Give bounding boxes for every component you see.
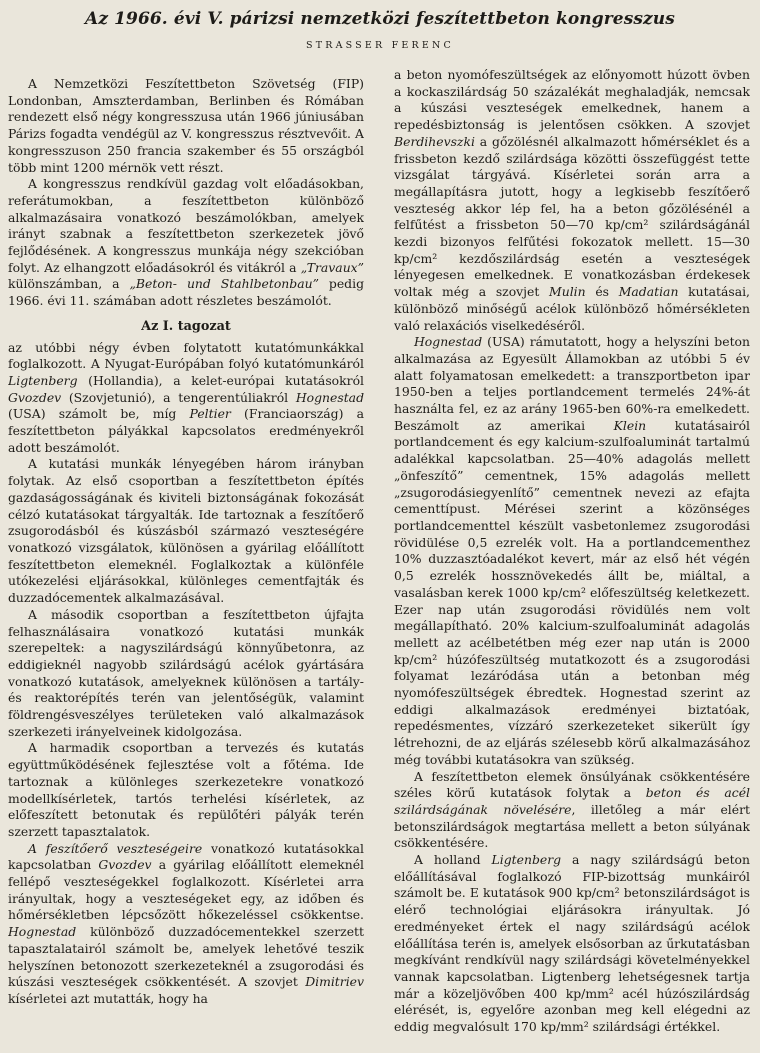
paragraph: a beton nyomófeszültségek az előnyomott húzott övben a kockaszilárdság 50 százalékát meghaladják, nemcsak a kúszási veszteségek emelkednek, hanem a repedésbiztonság is jelentősen csökken. A szovjet Berdihevszki a gőzölésnél alkalmazott hőmérséklet és a frissbeton kezdő szilárdsága közötti összefüggést tette vizsgálat tárgyává. Kísérletei során arra a megállapításra jutott, hogy a legkisebb feszítőerő veszteség akkor lép fel, ha a beton gőzölésénél a felfűtést a frissbeton 50—70 kp/cm² szilárdságánál kezdi bizonyos felfűtési fokozatok mellett. 15—30 kp/cm² kezdőszilárdság esetén a veszteségek lényegesen emelkednek. E vonatkozásban érdekesek voltak még a szovjet Mulin és Madatian kutatásai, különböző minőségű acélok különböző hőmérsékleten való relaxációs viselkedéséről. xyxy=(394,67,750,333)
left-column xyxy=(8,76,364,1048)
paragraph: A kutatási munkák lényegében három irányban folytak. Az első csoportban a feszítettbeton építés gazdaságosságának és kiviteli biztonságának fokozását célzó kutatásokat tárgyalták. Ide tartoznak a feszítőerő zsugorodásból és kúszásból származó veszteségére vonatkozó vizsgálatok, különösen a gyárilag előállított feszítettbeton elemeknél. Foglalkoztak a különféle utókezelési eljárásokkal, különleges cementfajták és duzzadócementek alkalmazásával. xyxy=(8,456,364,606)
paragraph: A feszítettbeton elemek önsúlyának csökkentésére széles körű kutatások folytak a beton és acél szilárdságának növelésére, illetőleg a már elért betonszilárdságok megtartása mellett a beton súlyának csökkentésére. xyxy=(394,768,750,851)
paragraph: A kongresszus rendkívül gazdag volt előadásokban, referátumokban, a feszítettbeton különböző alkalmazásaira vonatkozó beszámolókban, amelyek irányt szabnak a feszítettbeton szerkezetek jövő fejlődésének. A kongresszus munkája négy szekcióban folyt. Az elhangzott előadásokról és vitákról a „Travaux” különszámban, a „Beton- und Stahlbetonbau” pedig 1966. évi 11. számában adott részletes beszámolót. xyxy=(8,176,364,309)
article-author: STRASSER FERENC xyxy=(305,40,454,51)
paragraph: A második csoportban a feszítettbeton újfajta felhasználásaira vonatkozó kutatási munkák szerepeltek: a nagyszilárdságú könnyűbetonra, az eddigieknél nagyobb szilárdságú acélok gyártására vonatkozó kutatások, amelyeknek különösen a tartály- és reaktorépítés terén van jelentőségük, valamint földrengésveszélyes területeken való alkalmazások szerkezeti irányelveinek kidolgozása. xyxy=(8,606,364,739)
section-heading: Az I. tagozat xyxy=(141,318,231,334)
paragraph: Hognestad (USA) rámutatott, hogy a helyszíni beton alkalmazása az Egyesült Államokban az utóbbi 5 év alatt folyamatosan emelkedett: a transzportbeton ipar 1950-ben a teljes portlandcement termelés 24%-át használta fel, ez az arány 1965-ben 60%-ra emelkedett. Beszámolt az amerikai Klein kutatásairól portlandcement és egy kalcium-szulfoaluminát tartalmú adalékkal kapcsolatban. 25—40% adagolás mellett „önfeszítő” cementnek, 15% adagolás mellett „zsugorodásiegyenlítő” cementnek nevezi az efajta cementtípust. Mérései szerint a közönséges portlandcementtel készült vasbetonlemez zsugorodási rövidülése 0,5 ezrelék volt. Ha a portlandcementhez 10% duzzasztóadalékot kevert, már az első hét végén 0,5 ezrelék hossznövekedés állt be, miáltal, a vasalásban kerek 1000 kp/cm² előfeszültség keletkezett. Ezer nap után zsugorodási rövidülés nem volt megállapítható. 20% kalcium-szulfoaluminát adagolás mellett az acélbetétben még ezer nap után is 2000 kp/cm² húzófeszültség mutatkozott és a zsugorodási folyamat lezáródása után a betonban még nyomófeszültségek ébredtek. Hognestad szerint az eddigi alkalmazások eredményei biztatóak, repedésmentes, vízzáró szerkezeteket sikerült így létrehozni, de az eljárás szélesebb körű alkalmazásához még további kutatásokra van szükség. xyxy=(394,334,750,767)
paragraph: A harmadik csoportban a tervezés és kutatás együttműködésének fejlesztése volt a főtéma. Ide tartoznak a különleges szerkezetekre vonatkozó modellkísérletek, tartós terhelési kísérletek, az előfeszített betonutak és repülőtéri pályák terén szerzett tapasztalatok. xyxy=(8,740,364,839)
right-column xyxy=(394,67,750,1048)
paragraph: az utóbbi négy évben folytatott kutatómunkákkal foglalkozott. A Nyugat-Európában folyó kutatómunkáról Ligtenberg (Hollandia), a kelet-európai kutatásokról Gvozdev (Szovjetunió), a tengerentúliakról Hognestad (USA) számolt be, míg Peltier (Franciaország) a feszítettbeton pályákkal kapcsolatos eredményekről adott beszámolót. xyxy=(8,339,364,455)
article-title: Az 1966. évi V. párizsi nemzetközi feszítettbeton kongresszus xyxy=(85,9,675,29)
paragraph: A holland Ligtenberg a nagy szilárdságú beton előállításával foglalkozó FIP-bizottság munkáiról számolt be. E kutatások 900 kp/cm² betonszilárdságot is elérő technológiai eljárásokra irányultak. Jó eredményeket értek el nagy szilárdságú acélok előállítása terén is, amelyek elsősorban az űrkutatásban megkívánt rendkívül nagy szilárdsági követelményekkel vannak kapcsolatban. Ligtenberg lehetségesnek tartja már a közeljövőben 400 kp/mm² acél húzószilárdság elérését, is, egyelőre azonban meg kell elégedni az eddig megvalósult 170 kp/mm² szilárdsági értékkel. xyxy=(394,852,750,1035)
paragraph: A Nemzetközi Feszítettbeton Szövetség (FIP) Londonban, Amszterdamban, Berlinben és Rómában rendezett első négy kongresszusa után 1966 júniusában Párizs fogadta vendégül az V. kongresszus résztvevőit. A kongresszuson 250 francia szakember és 55 országból több mint 1200 mérnök vett részt. xyxy=(8,76,364,175)
paragraph: A feszítőerő veszteségeire vonatkozó kutatásokkal kapcsolatban Gvozdev a gyárilag előállított elemeknél fellépő veszteségekkel foglalkozott. Kísérletei arra irányultak, hogy a veszteségeket egy, az időben és hőmérsékletben lépcsőzött hőkezeléssel csökkentse. Hognestad különböző duzzadócementekkel szerzett tapasztalatairól számolt be, amelyek lehetővé teszik helyszínen betonozott szerkezeteknél a zsugorodási és kúszási veszteségek csökkentését. A szovjet Dimitriev kísérletei azt mutatták, hogy ha xyxy=(8,840,364,1006)
